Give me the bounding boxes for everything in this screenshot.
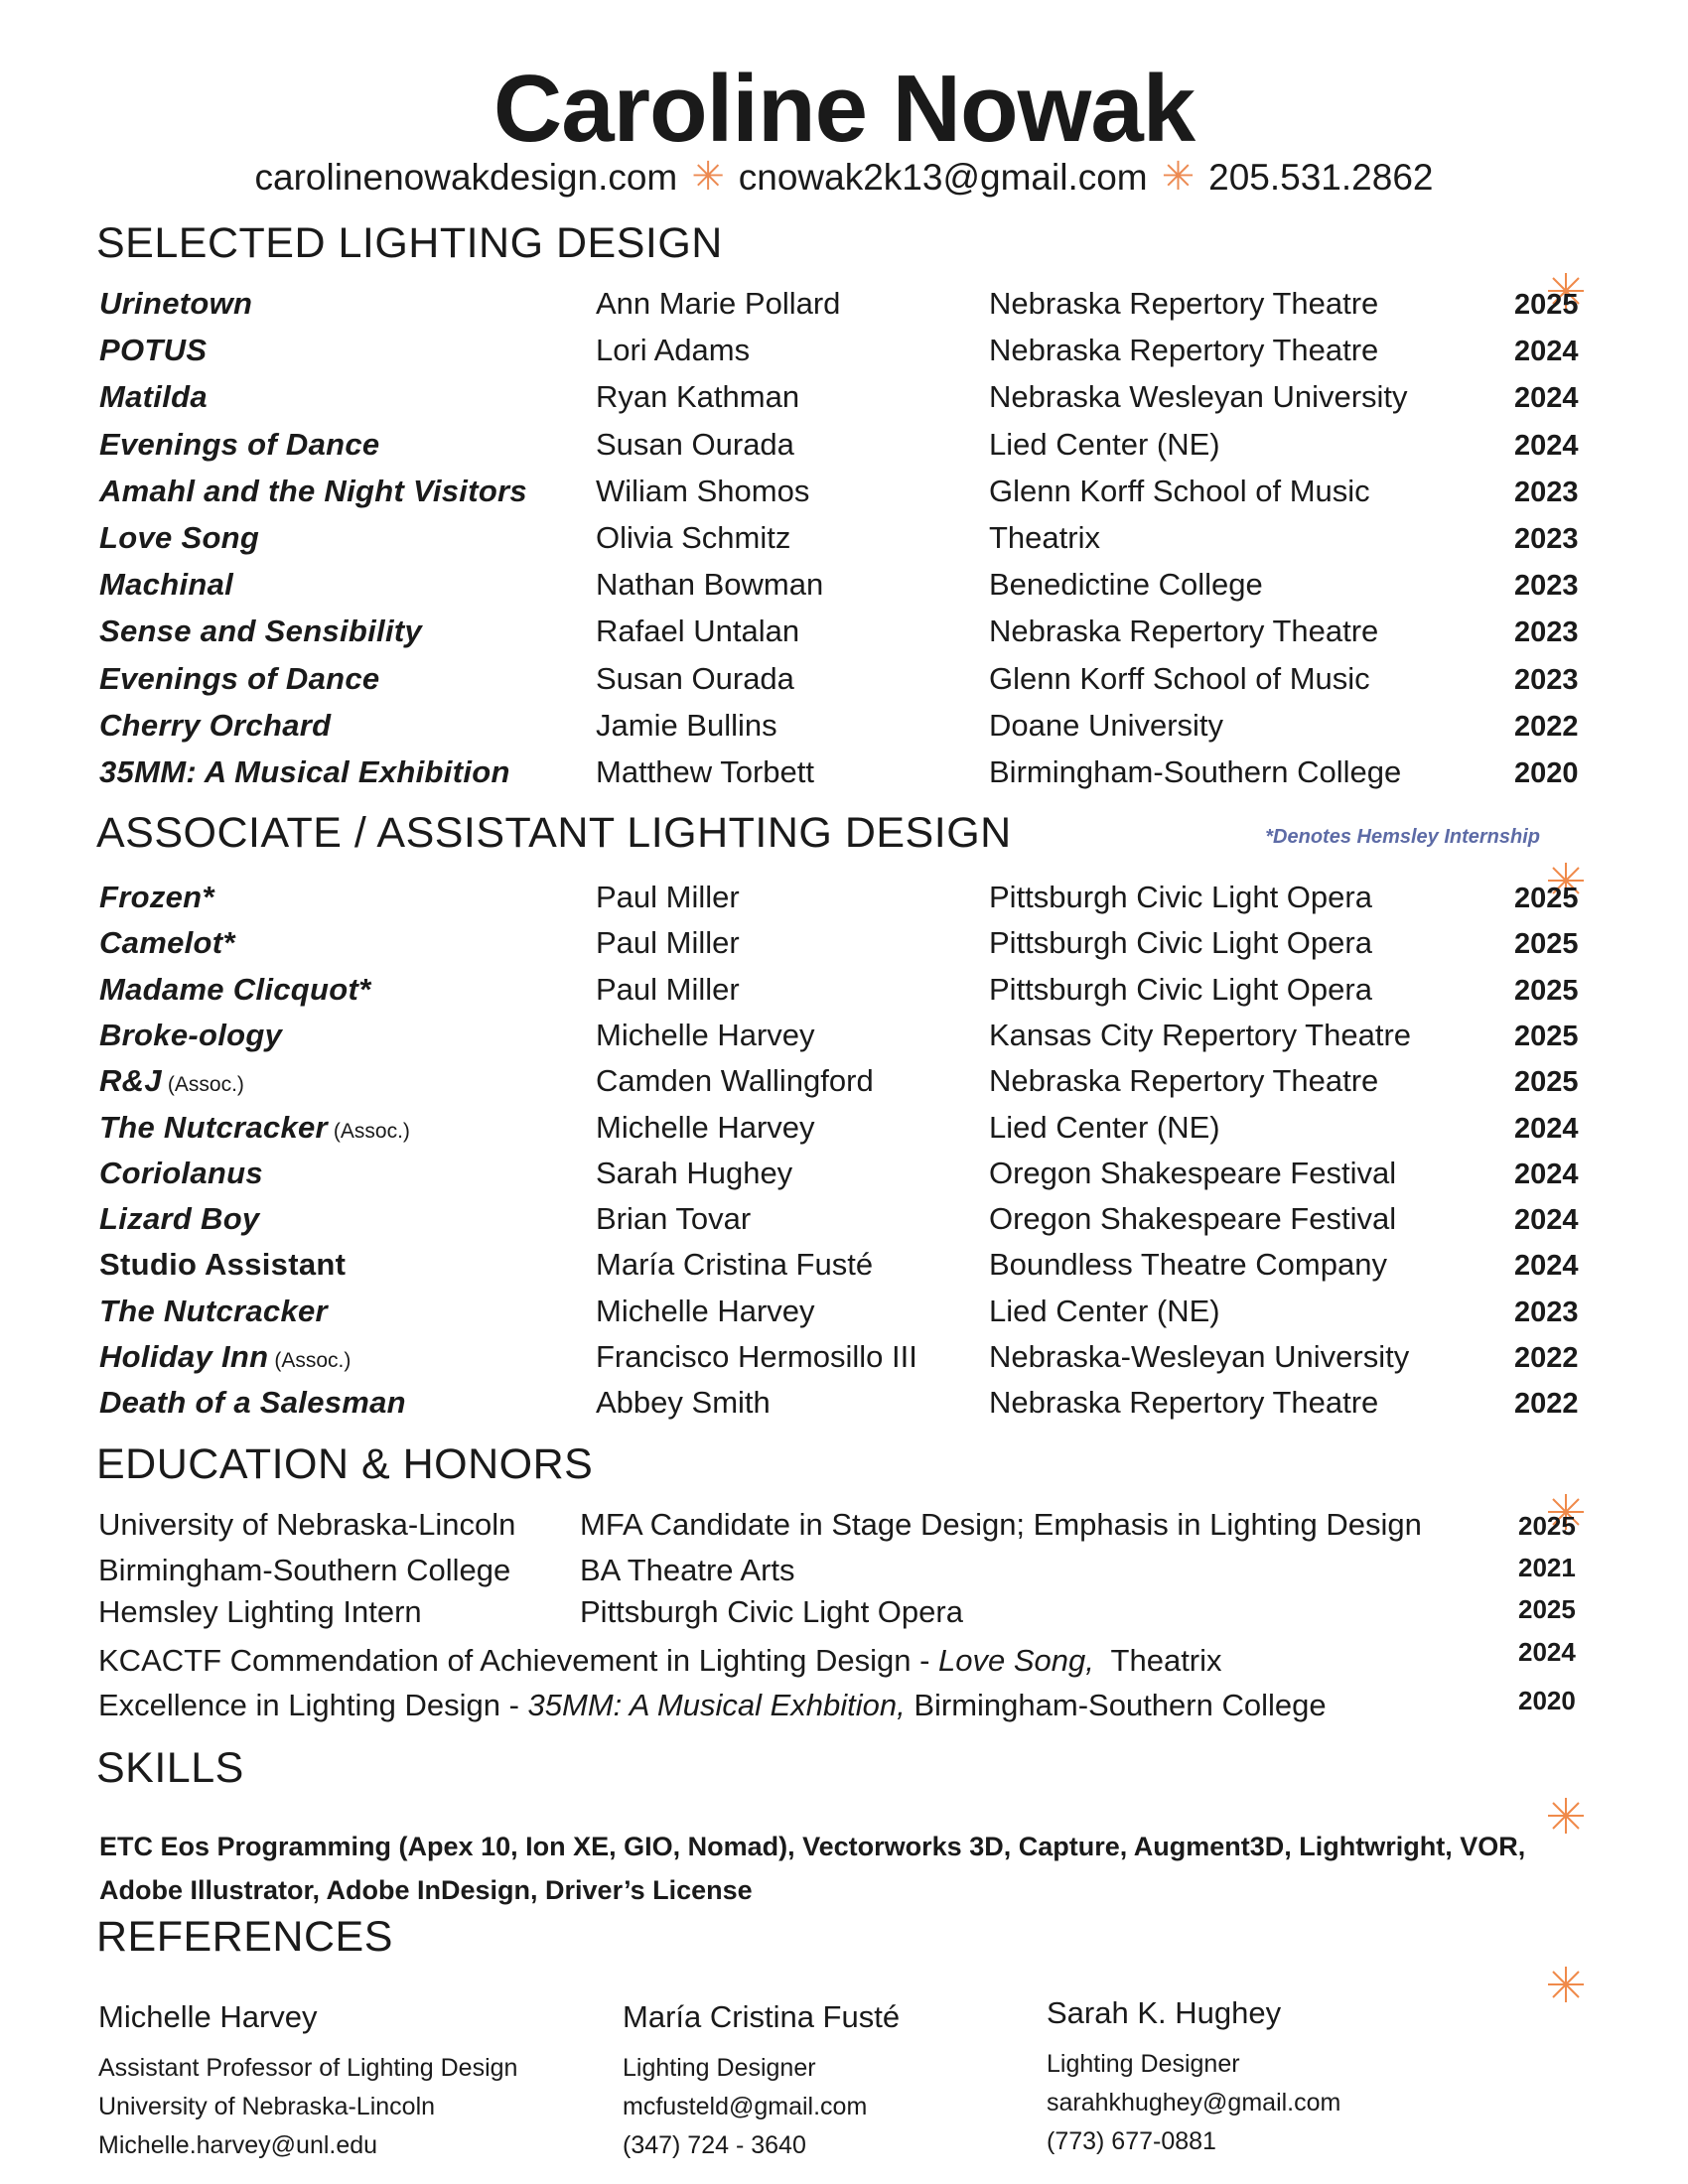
director: Jamie Bullins	[596, 707, 777, 743]
role-tag: (Assoc.)	[274, 1349, 352, 1372]
section-title: EDUCATION & HONORS	[96, 1440, 594, 1488]
section-title: SELECTED LIGHTING DESIGN	[96, 219, 723, 267]
director: Susan Ourada	[596, 660, 794, 696]
year: 2024	[1514, 1204, 1579, 1237]
production-title: Madame Clicquot*	[99, 971, 371, 1007]
year: 2021	[1518, 1553, 1576, 1582]
director: Michelle Harvey	[596, 1109, 815, 1145]
production-title: Death of a Salesman	[99, 1385, 406, 1421]
year: 2024	[1518, 1637, 1576, 1667]
production-title: Coriolanus	[99, 1155, 263, 1190]
director: Abbey Smith	[596, 1385, 771, 1421]
venue: Oregon Shakespeare Festival	[989, 1155, 1397, 1190]
school: Hemsley Lighting Intern	[98, 1594, 422, 1629]
reference-card	[623, 1999, 900, 2165]
venue: Theatrix	[989, 520, 1100, 555]
skills-line: ETC Eos Programming (Apex 10, Ion XE, GIO, Nomad), Vectorworks 3D, Capture, Augment3D, Lightwright, VOR,	[99, 1832, 1526, 1861]
production-title: Love Song	[99, 520, 260, 555]
production-title: Evenings of Dance	[99, 426, 380, 462]
venue: Oregon Shakespeare Festival	[989, 1201, 1397, 1237]
detail: Pittsburgh Civic Light Opera	[580, 1594, 963, 1629]
reference-phone: (347) 724 - 3640	[623, 2131, 806, 2159]
year: 2024	[1514, 336, 1579, 368]
director: Michelle Harvey	[596, 1017, 815, 1052]
venue: Pittsburgh Civic Light Opera	[989, 925, 1372, 961]
production-title: 35MM: A Musical Exhibition	[99, 754, 510, 789]
year: 2024	[1514, 1158, 1579, 1190]
production-title: Cherry Orchard	[99, 707, 332, 743]
director: Paul Miller	[596, 880, 740, 914]
director: Nathan Bowman	[596, 567, 824, 603]
honor-title: Excellence in Lighting Design -	[98, 1688, 528, 1722]
director: Francisco Hermosillo III	[596, 1339, 917, 1374]
director: Michelle Harvey	[596, 1293, 815, 1328]
venue: Nebraska Repertory Theatre	[989, 286, 1379, 321]
production-title: Urinetown	[99, 286, 253, 321]
role-tag: (Assoc.)	[167, 1073, 244, 1097]
year: 2020	[1518, 1686, 1576, 1715]
director: Paul Miller	[596, 971, 740, 1007]
year: 2024	[1514, 1112, 1579, 1145]
starburst-icon: ✳	[1161, 155, 1196, 199]
skills-list	[99, 1825, 1589, 1912]
reference-email[interactable]: Michelle.harvey@unl.edu	[98, 2131, 378, 2159]
honor-work: Love Song,	[938, 1643, 1094, 1678]
venue: Birmingham-Southern College	[989, 754, 1402, 789]
director: Susan Ourada	[596, 426, 794, 462]
honor-venue: Birmingham-Southern College	[905, 1688, 1327, 1722]
skills-line: Adobe Illustrator, Adobe InDesign, Driver’s License	[99, 1875, 753, 1905]
production-title: Lizard Boy	[99, 1201, 260, 1237]
degree: MFA Candidate in Stage Design; Emphasis in Lighting Design	[580, 1507, 1422, 1542]
production-title: POTUS	[99, 333, 208, 368]
venue: Doane University	[989, 707, 1224, 743]
production-title: Holiday Inn (Assoc.)	[99, 1339, 352, 1374]
year: 2025	[1518, 1511, 1576, 1541]
year: 2025	[1514, 883, 1579, 914]
venue: Nebraska Repertory Theatre	[989, 1063, 1379, 1099]
school: University of Nebraska-Lincoln	[98, 1507, 516, 1542]
year: 2023	[1514, 523, 1579, 555]
director: Paul Miller	[596, 925, 740, 961]
year: 2022	[1514, 1342, 1579, 1374]
year: 2025	[1514, 974, 1579, 1007]
production-title: Amahl and the Night Visitors	[99, 473, 527, 508]
reference-title: Lighting Designer	[623, 2054, 816, 2082]
honor-work: 35MM: A Musical Exhbition,	[527, 1688, 906, 1722]
venue: Nebraska Repertory Theatre	[989, 614, 1379, 649]
venue: Kansas City Repertory Theatre	[989, 1017, 1412, 1052]
production-title: Matilda	[99, 379, 208, 415]
production-title: R&J (Assoc.)	[99, 1063, 244, 1099]
year: 2023	[1514, 616, 1579, 649]
production-title: The Nutcracker (Assoc.)	[99, 1109, 410, 1145]
section-rule	[96, 1964, 1596, 2003]
section-title: ASSOCIATE / ASSISTANT LIGHTING DESIGN	[96, 809, 1012, 857]
reference-email[interactable]: sarahkhughey@gmail.com	[1047, 2089, 1341, 2116]
starburst-icon	[1548, 1967, 1584, 2002]
reference-title: Lighting Designer	[1047, 2050, 1240, 2078]
director: Wiliam Shomos	[596, 473, 810, 508]
reference-title: Assistant Professor of Lighting Design	[98, 2054, 518, 2082]
venue: Lied Center (NE)	[989, 426, 1220, 462]
production-title: Broke-ology	[99, 1017, 283, 1052]
venue: Nebraska Wesleyan University	[989, 379, 1408, 415]
website-link[interactable]: carolinenowakdesign.com	[254, 157, 678, 198]
year: 2025	[1514, 289, 1579, 321]
venue: Nebraska-Wesleyan University	[989, 1339, 1410, 1374]
director: Camden Wallingford	[596, 1063, 874, 1099]
school: Birmingham-Southern College	[98, 1553, 511, 1587]
director: Matthew Torbett	[596, 754, 814, 789]
director: Ann Marie Pollard	[596, 286, 841, 321]
year: 2022	[1514, 1388, 1579, 1421]
reference-card	[98, 1999, 517, 2165]
venue: Benedictine College	[989, 567, 1263, 603]
director: Brian Tovar	[596, 1201, 752, 1237]
year: 2023	[1514, 570, 1579, 603]
director: Lori Adams	[596, 333, 751, 368]
honor-title: KCACTF Commendation of Achievement in Lighting Design -	[98, 1643, 939, 1678]
year: 2020	[1514, 757, 1579, 789]
venue: Pittsburgh Civic Light Opera	[989, 971, 1372, 1007]
director: Sarah Hughey	[596, 1155, 793, 1190]
reference-phone: (773) 677-0881	[1047, 2127, 1216, 2155]
venue: Nebraska Repertory Theatre	[989, 333, 1379, 368]
director: Olivia Schmitz	[596, 520, 791, 555]
reference-name: Sarah K. Hughey	[1047, 1995, 1282, 2030]
reference-email[interactable]: mcfusteld@gmail.com	[623, 2093, 868, 2120]
director: María Cristina Fusté	[596, 1247, 874, 1283]
venue: Lied Center (NE)	[989, 1109, 1220, 1145]
section-title: SKILLS	[96, 1744, 244, 1792]
contact-line	[0, 157, 1688, 197]
degree: BA Theatre Arts	[580, 1553, 795, 1587]
email-link[interactable]: cnowak2k13@gmail.com	[738, 157, 1148, 198]
section-title: REFERENCES	[96, 1913, 393, 1961]
venue: Glenn Korff School of Music	[989, 660, 1370, 696]
year: 2024	[1514, 429, 1579, 462]
venue: Nebraska Repertory Theatre	[989, 1385, 1379, 1421]
year: 2024	[1514, 382, 1579, 415]
year: 2025	[1514, 928, 1579, 961]
production-title: Frozen*	[99, 880, 214, 914]
production-title: Sense and Sensibility	[99, 614, 423, 649]
venue: Glenn Korff School of Music	[989, 473, 1370, 508]
production-title: Machinal	[99, 567, 234, 603]
reference-name: Michelle Harvey	[98, 1999, 318, 2034]
production-title: Evenings of Dance	[99, 660, 380, 696]
phone-number: 205.531.2862	[1208, 157, 1434, 198]
year: 2024	[1514, 1250, 1579, 1283]
year: 2025	[1518, 1594, 1576, 1624]
year: 2025	[1514, 1020, 1579, 1052]
production-title: The Nutcracker	[99, 1293, 328, 1328]
reference-name: María Cristina Fusté	[623, 1999, 901, 2034]
year: 2025	[1514, 1066, 1579, 1099]
reference-card	[1047, 1995, 1340, 2161]
venue: Pittsburgh Civic Light Opera	[989, 880, 1372, 914]
reference-org: University of Nebraska-Lincoln	[98, 2093, 436, 2120]
role-tag: (Assoc.)	[333, 1119, 410, 1143]
starburst-icon: ✳	[691, 155, 725, 199]
venue: Lied Center (NE)	[989, 1293, 1220, 1328]
venue: Boundless Theatre Company	[989, 1247, 1387, 1283]
hemsley-note: *Denotes Hemsley Internship	[1265, 826, 1540, 848]
year: 2023	[1514, 663, 1579, 696]
year: 2023	[1514, 476, 1579, 508]
resume-name: Caroline Nowak	[492, 56, 1196, 162]
year: 2022	[1514, 710, 1579, 743]
production-title: Camelot*	[99, 925, 235, 961]
production-title: Studio Assistant	[99, 1247, 347, 1283]
director: Ryan Kathman	[596, 379, 800, 415]
honor-venue: Theatrix	[1093, 1643, 1222, 1678]
director: Rafael Untalan	[596, 614, 800, 649]
year: 2023	[1514, 1296, 1579, 1328]
